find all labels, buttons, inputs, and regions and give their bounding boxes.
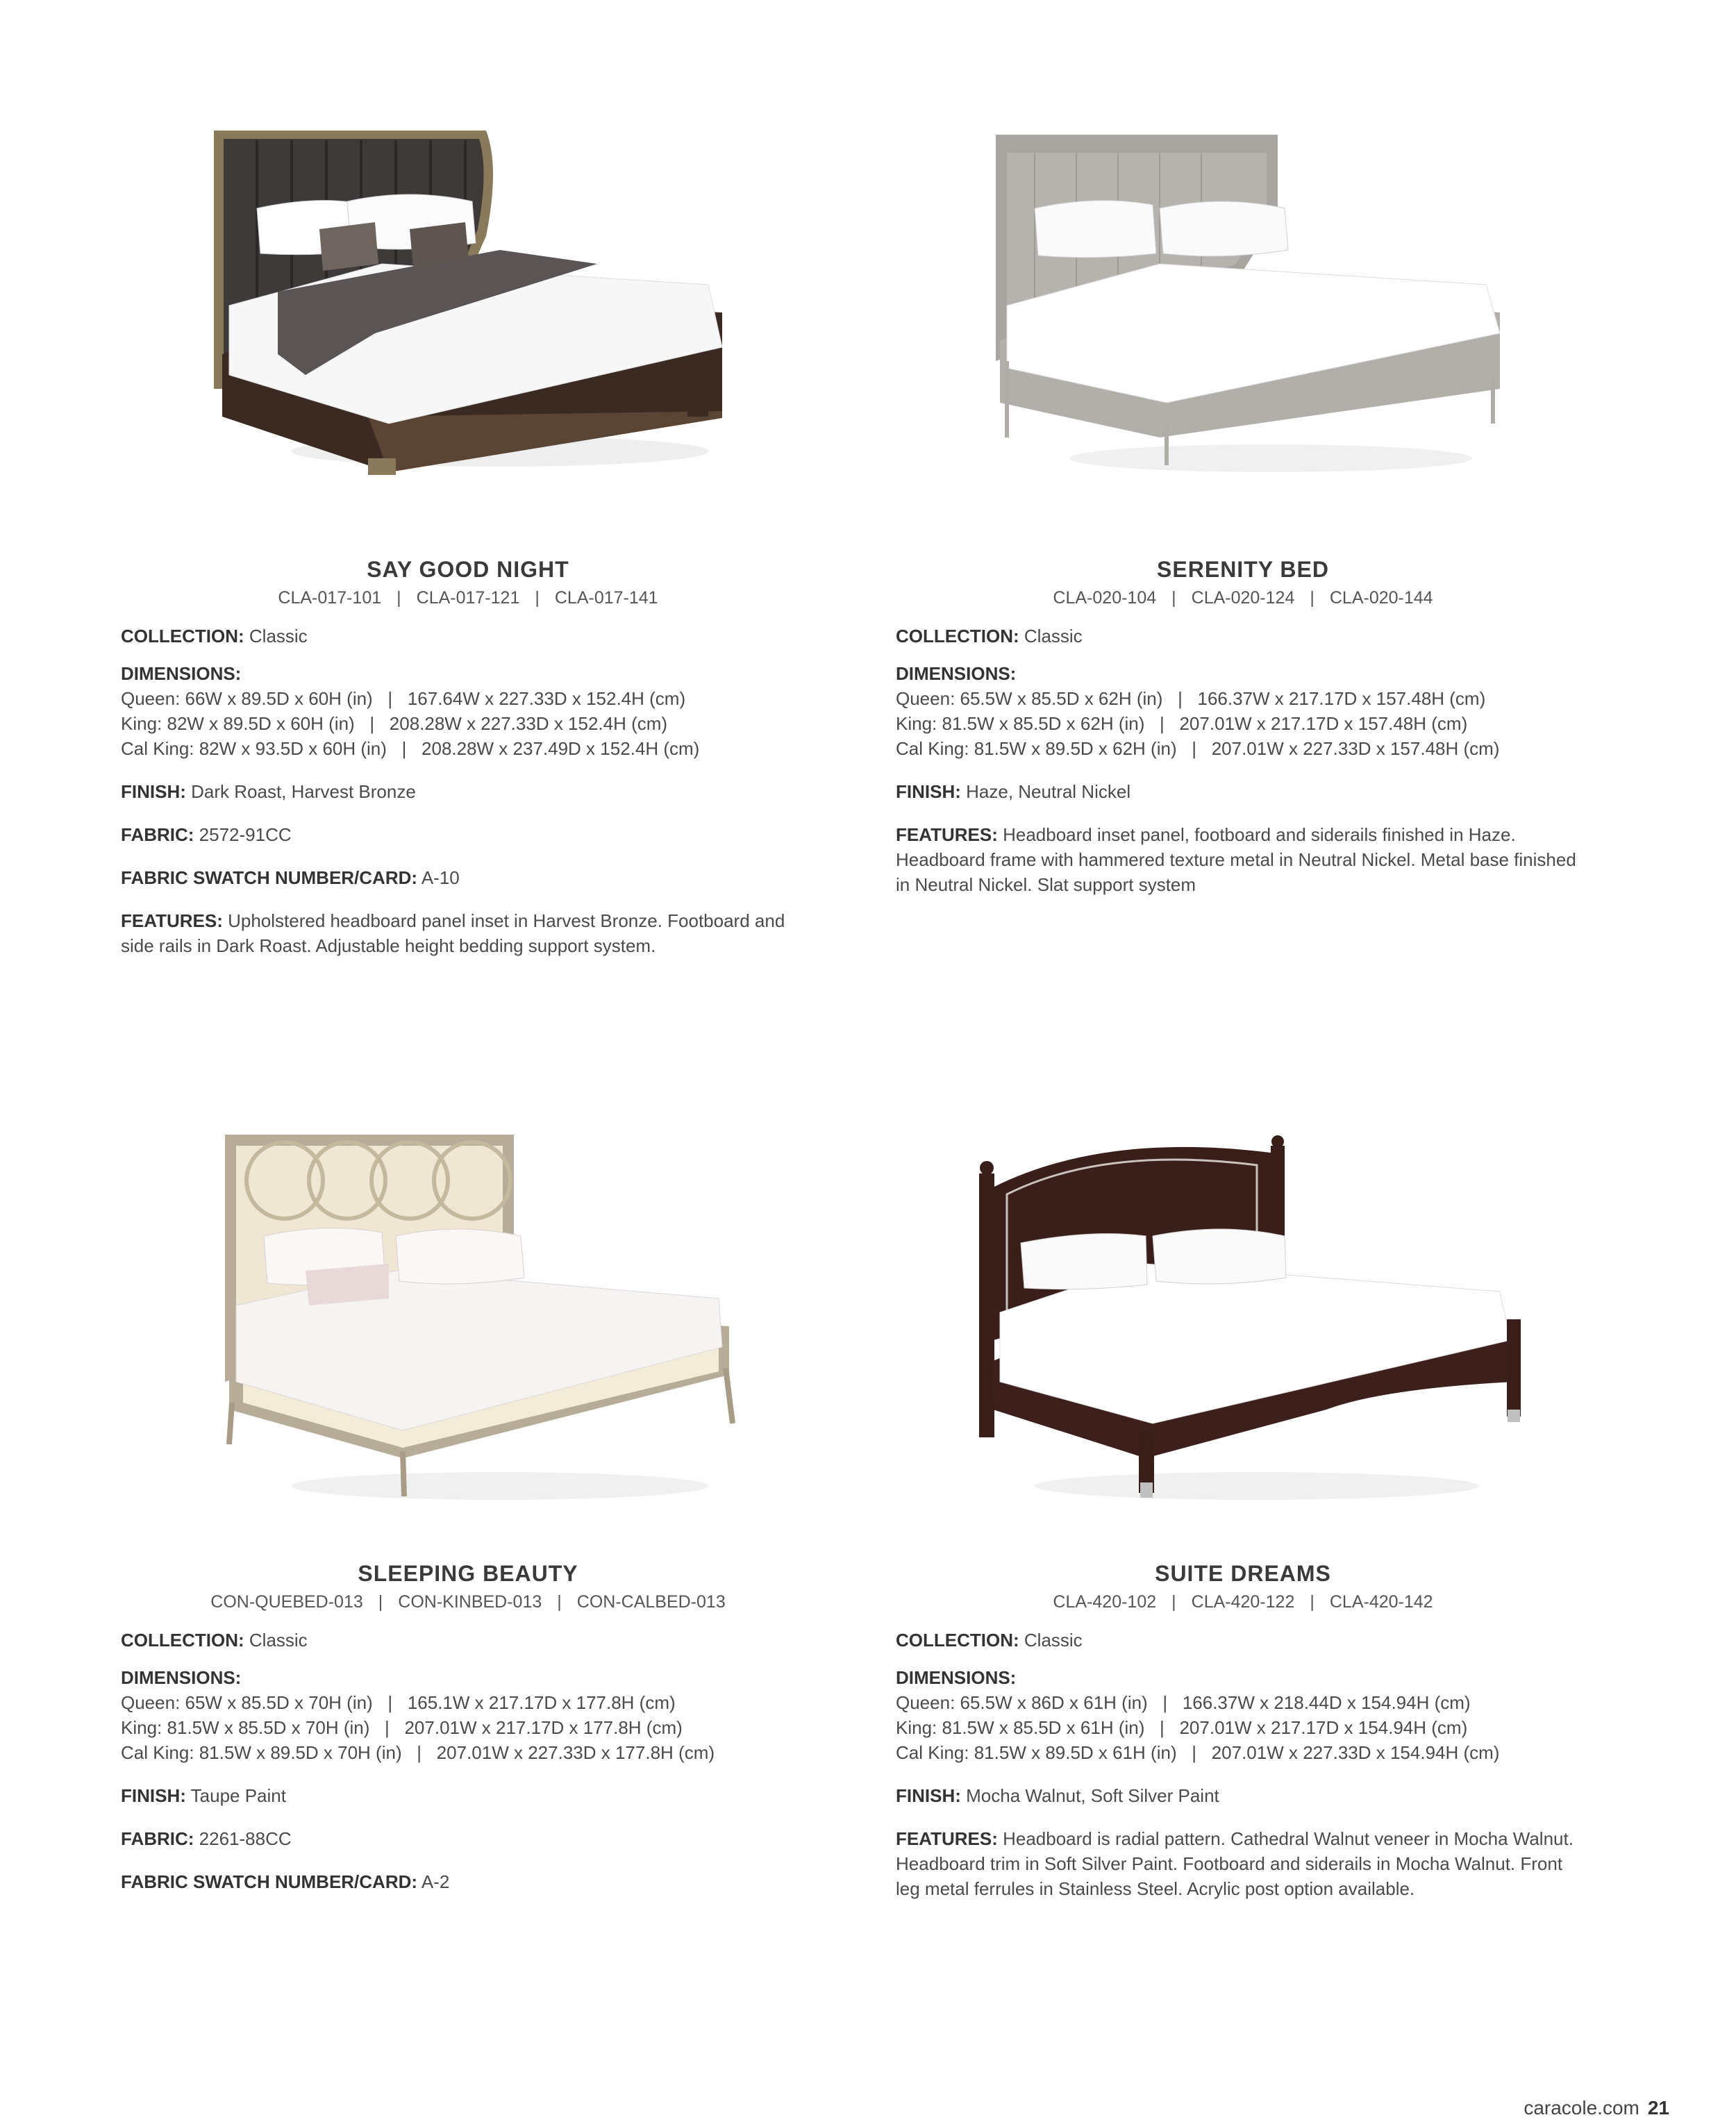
footer-site[interactable]: caracole.com (1524, 2097, 1639, 2119)
finish-row: FINISH: Mocha Walnut, Soft Silver Paint (896, 1785, 1219, 1806)
swatch-value: A-10 (421, 867, 460, 888)
sku: CLA-420-122 (1191, 1592, 1295, 1612)
features-row: FEATURES: Headboard inset panel, footboard and siderails finished in Haze. Headboard frame with hammered texture metal in Neutral Nickel. Metal base finished in Neutral Nickel. Slat support system (896, 824, 1576, 895)
page-footer (1524, 2097, 1669, 2119)
sku: CLA-020-104 (1053, 588, 1157, 608)
swatch-value: A-2 (421, 1871, 450, 1892)
sku: CON-KINBED-013 (398, 1592, 542, 1612)
collection-value: Classic (1024, 1630, 1083, 1651)
suite-dreams-bed-image (965, 1132, 1542, 1507)
sku: CLA-017-121 (416, 588, 520, 608)
finish-value: Haze, Neutral Nickel (966, 781, 1131, 802)
dimensions-block: DIMENSIONS: Queen: 65W x 85.5D x 70H (in) | 165.1W x 217.17D x 177.8H (cm) King: 81.5W x 85.5D x 70H (in) | 207.01W x 217.17D x 177.8H (cm) Cal King: 81.5W x 89.5D x 70H (in) | 207.01W x 227.33D x 177.8H (cm) (121, 1665, 815, 1765)
sku: CLA-020-124 (1191, 588, 1295, 608)
fabric-value: 2572-91CC (199, 824, 292, 845)
dimension-row: Cal King: 82W x 93.5D x 60H (in) | 208.28W x 237.49D x 152.4H (cm) (121, 738, 700, 759)
finish-row: FINISH: Taupe Paint (121, 1785, 286, 1806)
sku-list: CON-QUEBED-013 | CON-KINBED-013 | CON-CALBED-013 (210, 1592, 726, 1612)
finish-value: Taupe Paint (190, 1785, 286, 1806)
dimension-row: Queen: 65.5W x 85.5D x 62H (in) | 166.37W x 217.17D x 157.48H (cm) (896, 688, 1486, 709)
features-row: FEATURES: Upholstered headboard panel inset in Harvest Bronze. Footboard and side rails in Dark Roast. Adjustable height bedding support system. (121, 910, 785, 956)
features-value: Headboard is radial pattern. Cathedral Walnut veneer in Mocha Walnut. Headboard trim in Soft Silver Paint. Footboard and siderails in Mocha Walnut. Front leg metal ferrules in Stainless Steel. Acrylic post option available. (896, 1828, 1574, 1899)
fabric-row: FABRIC: 2572-91CC (121, 824, 292, 845)
fabric-row: FABRIC: 2261-88CC (121, 1828, 292, 1849)
fabric-value: 2261-88CC (199, 1828, 292, 1849)
dimensions-block: DIMENSIONS: Queen: 65.5W x 85.5D x 62H (in) | 166.37W x 217.17D x 157.48H (cm) King: 81.5W x 85.5D x 62H (in) | 207.01W x 217.17D x 157.48H (cm) Cal King: 81.5W x 89.5D x 62H (in) | 207.01W x 227.33D x 157.48H (cm) (896, 661, 1590, 761)
sku-list: CLA-020-104 | CLA-020-124 | CLA-020-144 (1053, 588, 1433, 608)
product-title: SUITE DREAMS (1155, 1561, 1331, 1586)
features-value: Upholstered headboard panel inset in Harvest Bronze. Footboard and side rails in Dark Roast. Adjustable height bedding support system. (121, 910, 785, 956)
sku: CON-CALBED-013 (576, 1592, 726, 1612)
product-title: SAY GOOD NIGHT (367, 557, 569, 582)
finish-value: Dark Roast, Harvest Bronze (191, 781, 416, 802)
product-serenity-bed (896, 555, 1590, 897)
finish-row: FINISH: Dark Roast, Harvest Bronze (121, 781, 416, 802)
features-value: Headboard inset panel, footboard and siderails finished in Haze. Headboard frame with hammered texture metal in Neutral Nickel. Metal base finished in Neutral Nickel. Slat support system (896, 824, 1576, 895)
collection-value: Classic (249, 626, 308, 646)
sku: CLA-017-101 (278, 588, 382, 608)
dimensions-block: DIMENSIONS: Queen: 66W x 89.5D x 60H (in) | 167.64W x 227.33D x 152.4H (cm) King: 82W x 89.5D x 60H (in) | 208.28W x 227.33D x 152.4H (cm) Cal King: 82W x 93.5D x 60H (in) | 208.28W x 237.49D x 152.4H (cm) (121, 661, 815, 761)
sku: CLA-420-142 (1329, 1592, 1433, 1612)
swatch-row: FABRIC SWATCH NUMBER/CARD: A-10 (121, 867, 460, 888)
serenity-bed-image (993, 132, 1521, 479)
product-sleeping-beauty (121, 1560, 815, 1894)
dimension-row: Queen: 66W x 89.5D x 60H (in) | 167.64W x 227.33D x 152.4H (cm) (121, 688, 686, 709)
dimension-row: King: 81.5W x 85.5D x 61H (in) | 207.01W x 217.17D x 154.94H (cm) (896, 1717, 1468, 1738)
features-row: FEATURES: Headboard is radial pattern. Cathedral Walnut veneer in Mocha Walnut. Headboard trim in Soft Silver Paint. Footboard and siderails in Mocha Walnut. Front leg metal ferrules in Stainless Steel. Acrylic post option available. (896, 1828, 1574, 1899)
dimensions-block: DIMENSIONS: Queen: 65.5W x 86D x 61H (in) | 166.37W x 218.44D x 154.94H (cm) King: 81.5W x 85.5D x 61H (in) | 207.01W x 217.17D x 154.94H (cm) Cal King: 81.5W x 89.5D x 61H (in) | 207.01W x 227.33D x 154.94H (cm) (896, 1665, 1590, 1765)
product-title: SERENITY BED (1157, 557, 1329, 582)
dimension-row: Queen: 65.5W x 86D x 61H (in) | 166.37W x 218.44D x 154.94H (cm) (896, 1692, 1471, 1713)
finish-row: FINISH: Haze, Neutral Nickel (896, 781, 1131, 802)
dimension-row: Queen: 65W x 85.5D x 70H (in) | 165.1W x 217.17D x 177.8H (cm) (121, 1692, 676, 1713)
sleeping-beauty-bed-image (222, 1132, 750, 1507)
dimension-row: Cal King: 81.5W x 89.5D x 70H (in) | 207.01W x 227.33D x 177.8H (cm) (121, 1742, 715, 1763)
collection-row: COLLECTION: Classic (121, 626, 308, 646)
sku: CLA-020-144 (1329, 588, 1433, 608)
sku: CLA-017-141 (554, 588, 658, 608)
dimension-row: King: 82W x 89.5D x 60H (in) | 208.28W x 227.33D x 152.4H (cm) (121, 713, 668, 734)
collection-value: Classic (249, 1630, 308, 1651)
collection-row: COLLECTION: Classic (896, 626, 1083, 646)
dimension-row: King: 81.5W x 85.5D x 62H (in) | 207.01W x 217.17D x 157.48H (cm) (896, 713, 1468, 734)
collection-value: Classic (1024, 626, 1083, 646)
collection-row: COLLECTION: Classic (896, 1630, 1083, 1651)
swatch-row: FABRIC SWATCH NUMBER/CARD: A-2 (121, 1871, 450, 1892)
product-title: SLEEPING BEAUTY (358, 1561, 578, 1586)
product-suite-dreams (896, 1560, 1590, 1901)
collection-row: COLLECTION: Classic (121, 1630, 308, 1651)
dimension-row: Cal King: 81.5W x 89.5D x 61H (in) | 207.01W x 227.33D x 154.94H (cm) (896, 1742, 1500, 1763)
sku: CLA-420-102 (1053, 1592, 1157, 1612)
product-say-good-night (121, 555, 815, 958)
sku-list: CLA-017-101 | CLA-017-121 | CLA-017-141 (278, 588, 658, 608)
dimension-row: King: 81.5W x 85.5D x 70H (in) | 207.01W x 217.17D x 177.8H (cm) (121, 1717, 683, 1738)
dimension-row: Cal King: 81.5W x 89.5D x 62H (in) | 207.01W x 227.33D x 157.48H (cm) (896, 738, 1500, 759)
finish-value: Mocha Walnut, Soft Silver Paint (966, 1785, 1219, 1806)
say-good-night-bed-image (208, 125, 750, 479)
page-number: 21 (1647, 2097, 1669, 2119)
sku-list: CLA-420-102 | CLA-420-122 | CLA-420-142 (1053, 1592, 1433, 1612)
sku: CON-QUEBED-013 (210, 1592, 363, 1612)
